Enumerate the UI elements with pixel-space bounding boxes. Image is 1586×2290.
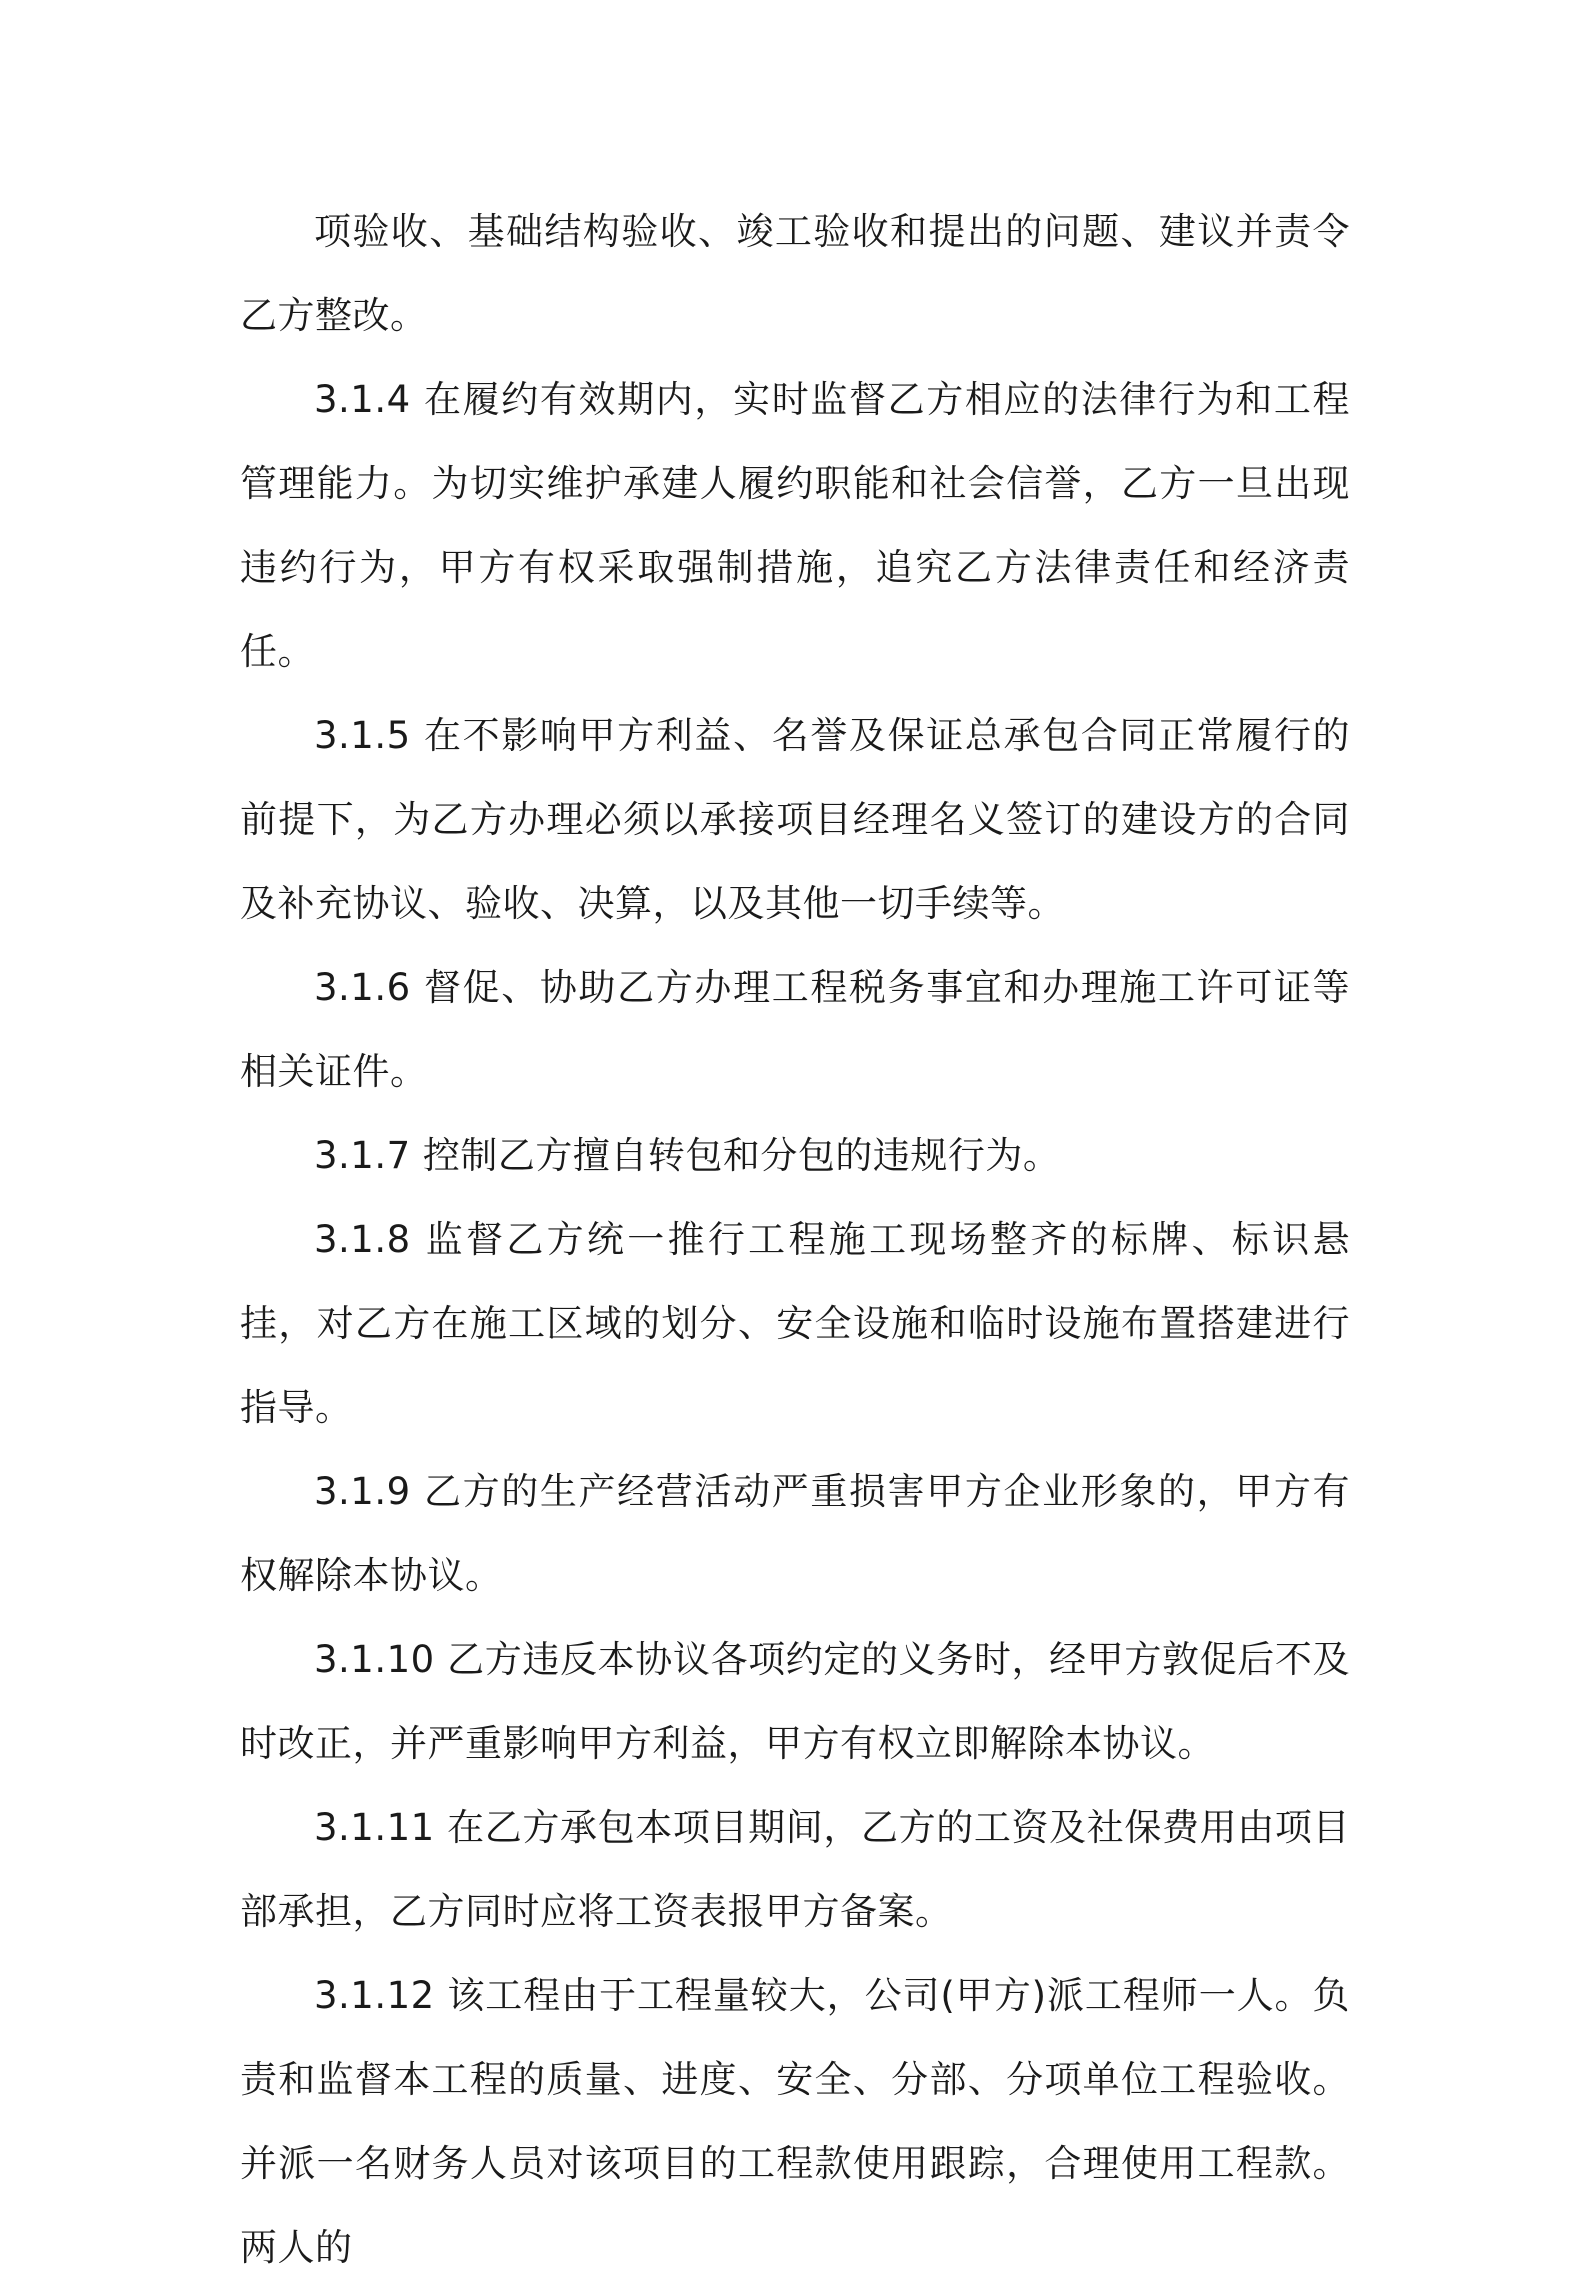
paragraph-3-1-6: 3.1.6 督促、协助乙方办理工程税务事宜和办理施工许可证等相关证件。 [240,966,1350,1093]
document-body [240,190,1350,2290]
paragraph-3-1-4: 3.1.4 在履约有效期内，实时监督乙方相应的法律行为和工程管理能力。为切实维护承建人履约职能和社会信誉，乙方一旦出现违约行为，甲方有权采取强制措施，追究乙方法律责任和经济责任。 [240,378,1350,673]
paragraph-3-1-10: 3.1.10 乙方违反本协议各项约定的义务时，经甲方敦促后不及时改正，并严重影响甲方利益，甲方有权立即解除本协议。 [240,1638,1350,1765]
paragraph-3-1-12: 3.1.12 该工程由于工程量较大，公司(甲方)派工程师一人。负责和监督本工程的质量、进度、安全、分部、分项单位工程验收。并派一名财务人员对该项目的工程款使用跟踪，合理使用工程款。两人的 [240,1974,1350,2269]
paragraph-3-1-7: 3.1.7 控制乙方擅自转包和分包的违规行为。 [314,1134,1061,1177]
paragraph-3-1-11: 3.1.11 在乙方承包本项目期间，乙方的工资及社保费用由项目部承担，乙方同时应将工资表报甲方备案。 [240,1806,1350,1933]
paragraph-3-1-5: 3.1.5 在不影响甲方利益、名誉及保证总承包合同正常履行的前提下，为乙方办理必须以承接项目经理名义签订的建设方的合同及补充协议、验收、决算，以及其他一切手续等。 [240,714,1350,925]
paragraph-continuation: 项验收、基础结构验收、竣工验收和提出的问题、建议并责令乙方整改。 [240,210,1350,337]
paragraph-3-1-8: 3.1.8 监督乙方统一推行工程施工现场整齐的标牌、标识悬挂，对乙方在施工区域的划分、安全设施和临时设施布置搭建进行指导。 [240,1218,1350,1429]
paragraph-3-1-9: 3.1.9 乙方的生产经营活动严重损害甲方企业形象的，甲方有权解除本协议。 [240,1470,1350,1597]
